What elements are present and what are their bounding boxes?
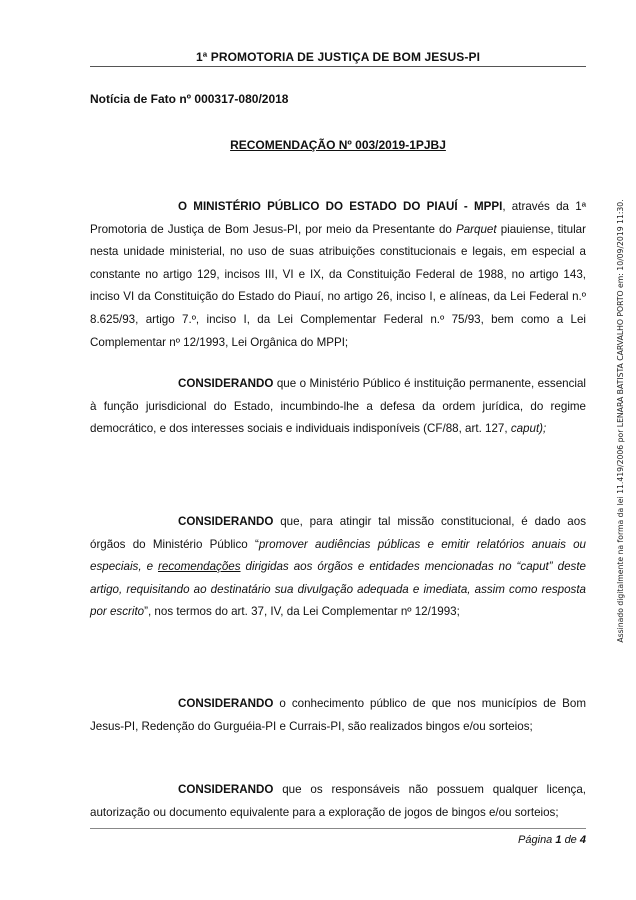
paragraph-text: que, para atingir tal missão constitucional, é dado aos órgãos do Ministério Público “: [90, 515, 586, 551]
paragraph-text: ”, nos termos do art. 37, IV, da Lei Complementar nº 12/1993;: [144, 605, 460, 619]
digital-signature-stamp: [614, 156, 628, 686]
page-indicator: [90, 834, 586, 846]
paragraph-considerando-1: [90, 373, 586, 441]
paragraph-italic: caput);: [510, 422, 547, 436]
page-of-label: de: [564, 834, 577, 846]
header-title: 1ª PROMOTORIA DE JUSTIÇA DE BOM JESUS-PI: [195, 50, 481, 64]
page-number: 1: [555, 834, 562, 846]
page-total: 4: [579, 834, 586, 846]
paragraph-text: que o Ministério Público é instituição permanente, essencial à função jurisdicional do Estado, incumbindo-lhe a defesa da ordem jurídica, do regime democrático, e dos interesses sociais e individuais indisponíveis (CF/88, art. 127,: [90, 377, 586, 436]
paragraph-italic: Parquet: [455, 222, 497, 236]
footer-rule: [90, 828, 586, 829]
recommendation-title: RECOMENDAÇÃO Nº 003/2019-1PJBJ: [230, 138, 446, 152]
notice-number: Notícia de Fato nº 000317-080/2018: [90, 92, 289, 106]
paragraph-italic-underlined: recomendações: [158, 560, 241, 574]
paragraph-considerando-4: [90, 779, 586, 824]
paragraph-italic: promover audiências públicas e emitir relatórios anuais ou especiais, e: [90, 537, 587, 574]
paragraph-lead: CONSIDERANDO: [178, 697, 274, 710]
paragraph-considerando-2: [90, 511, 586, 624]
paragraph-text: piauiense, titular nesta unidade ministerial, no uso de suas atribuições constitucionais e legais, em especial a constante no artigo 129, incisos III, VI e IX, da Constituição Federal de 1988, no artigo 143, inciso VI da Constituição do Estado do Piauí, no artigo 26, inciso I, e alíneas, da Lei Federal n.º 8.625/93, artigo 7.º, inciso I, da Lei Complementar Federal n.º 75/93, bem como a Lei Complementar nº 12/1993, Lei Orgânica do MPPI;: [90, 222, 586, 349]
paragraph-italic: dirigidas aos órgãos e entidades mencionadas no “caput” deste artigo, requisitando ao destinatário sua divulgação adequada e imediata, assim como resposta por escrito: [90, 560, 586, 619]
paragraph-text: que os responsáveis não possuem qualquer licença, autorização ou documento equivalente para a exploração de jogos de bingos e/ou sorteios;: [90, 783, 586, 819]
paragraph-lead: CONSIDERANDO: [178, 515, 274, 528]
paragraph-considerando-3: [90, 693, 586, 738]
paragraph-preamble: [90, 196, 586, 354]
paragraph-lead: O MINISTÉRIO PÚBLICO DO ESTADO DO PIAUÍ - MPPI: [178, 200, 503, 213]
digital-signature-text: Assinado digitalmente na forma da lei 11.419/2006 por LENARA BATISTA CARVALHO PORTO em: 10/09/2019 11:30.: [616, 199, 625, 643]
paragraph-lead: CONSIDERANDO: [178, 783, 274, 796]
paragraph-text: , através da 1ª Promotoria de Justiça de Bom Jesus-PI, por meio da Presentante do: [90, 200, 586, 236]
paragraph-text: o conhecimento público de que nos municípios de Bom Jesus-PI, Redenção do Gurguéia-PI e Currais-PI, são realizados bingos e/ou sorteios;: [90, 697, 586, 733]
paragraph-lead: CONSIDERANDO: [178, 377, 274, 390]
page-label: Página: [518, 834, 553, 846]
header-rule: [90, 66, 586, 67]
